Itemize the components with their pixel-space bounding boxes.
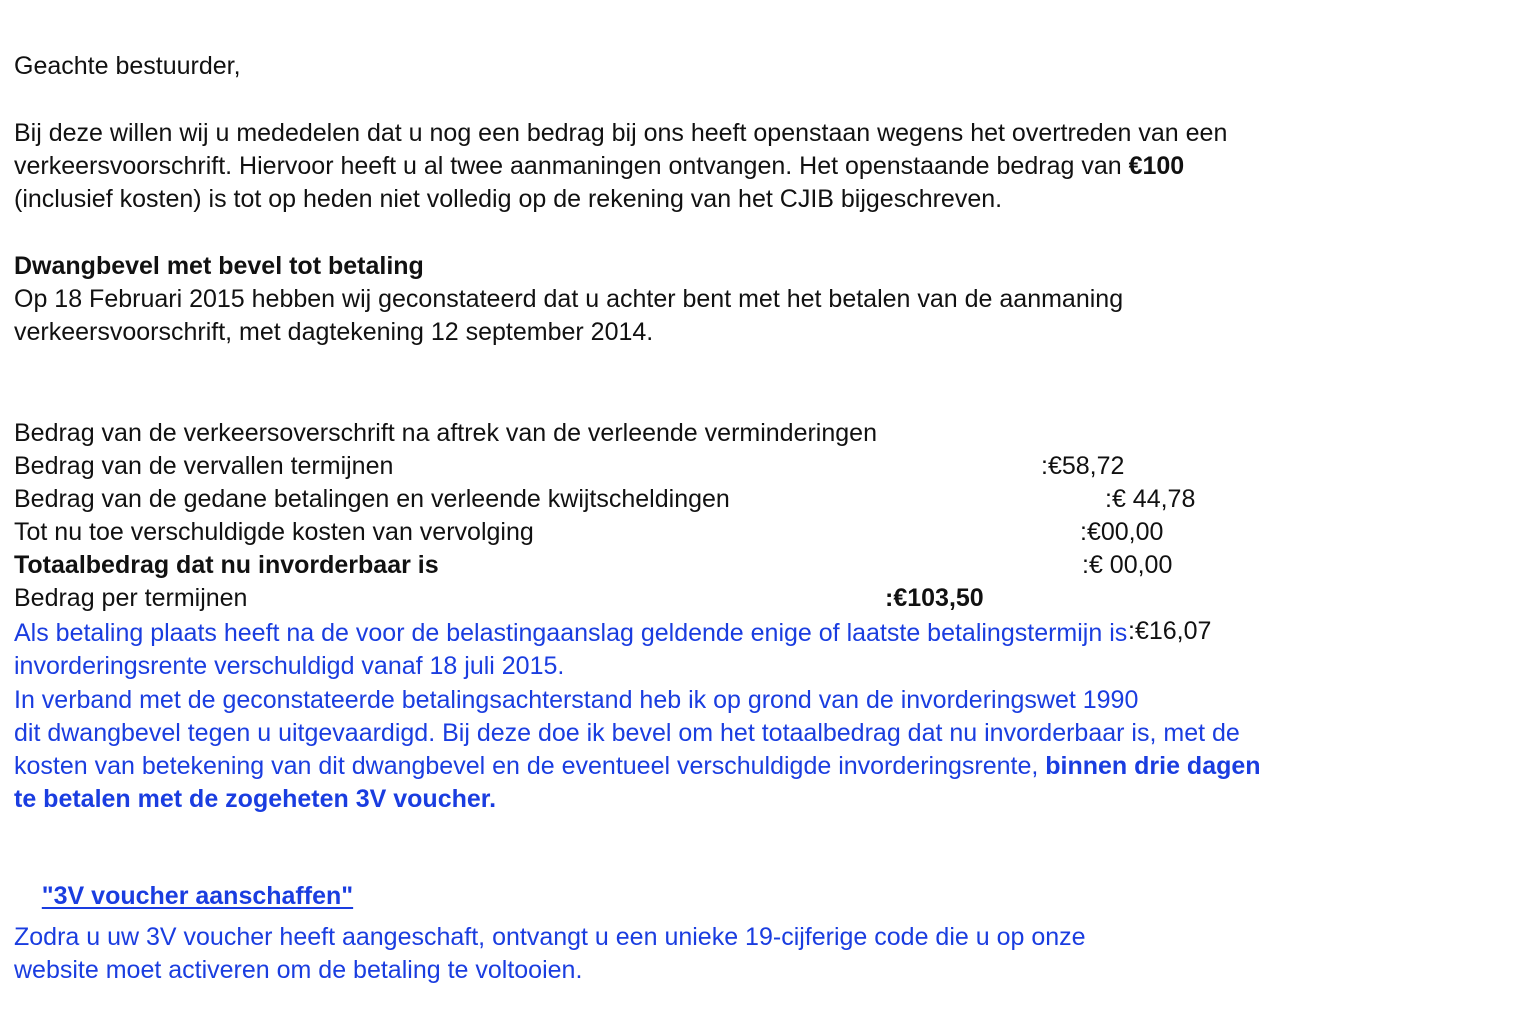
amount-label: Bedrag per termijnen [14, 584, 248, 612]
amount-value: :€00,00 [1080, 518, 1164, 546]
amount-value: :€58,72 [1041, 452, 1125, 480]
amount-value: :€ 00,00 [1082, 551, 1173, 579]
intro-line-3: (inclusief kosten) is tot op heden niet volledig op de rekening van het CJIB bijgeschreven. [14, 185, 1003, 213]
section-line-1: Op 18 Februari 2015 hebben wij geconstateerd dat u achter bent met het betalen van de aanmaning [14, 285, 1124, 313]
notice-line-5-text: kosten van betekening van dit dwangbevel en de eventueel verschuldigde invorderingsrente, [14, 752, 1046, 780]
amount-label: Tot nu toe verschuldigde kosten van vervolging [14, 518, 534, 546]
closing-line-2: website moet activeren om de betaling te voltooien. [14, 956, 583, 984]
notice-line-1: Als betaling plaats heeft na de voor de belastingaanslag geldende enige of laatste betalingstermijn is [14, 619, 1128, 647]
amount-value: :€103,50 [885, 584, 984, 612]
voucher-purchase-link[interactable]: "3V voucher aanschaffen" [41, 882, 354, 910]
notice-line-3: In verband met de geconstateerde betalingsachterstand heb ik op grond van de invorderingswet 1990 [14, 686, 1139, 714]
amount-label: Bedrag van de gedane betalingen en verleende kwijtscheldingen [14, 485, 730, 513]
amount-value: :€ 44,78 [1105, 485, 1196, 513]
link-row [14, 847, 354, 910]
notice-line-6: te betalen met de zogeheten 3V voucher. [14, 785, 497, 813]
amount-label: Bedrag van de verkeersoverschrift na aftrek van de verleende verminderingen [14, 419, 877, 447]
intro-line-2 [14, 150, 1184, 183]
section-heading: Dwangbevel met bevel tot betaling [14, 252, 424, 280]
closing-line-1: Zodra u uw 3V voucher heeft aangeschaft, ontvangt u een unieke 19-cijferige code die u op onze [14, 923, 1086, 951]
intro-line-2-text: verkeersvoorschrift. Hiervoor heeft u al twee aanmaningen ontvangen. Het openstaande bedrag van [14, 152, 1129, 180]
section-line-2: verkeersvoorschrift, met dagtekening 12 september 2014. [14, 318, 654, 346]
greeting: Geachte bestuurder, [14, 52, 241, 80]
amount-value: :€16,07 [1128, 617, 1212, 645]
open-amount: €100 [1128, 152, 1185, 180]
notice-line-4: dit dwangbevel tegen u uitgevaardigd. Bij deze doe ik bevel om het totaalbedrag dat nu invorderbaar is, met de [14, 719, 1240, 747]
notice-deadline: binnen drie dagen [1045, 752, 1261, 780]
notice-line-5 [14, 750, 1261, 783]
notice-line-2: invorderingsrente verschuldigd vanaf 18 juli 2015. [14, 652, 565, 680]
amount-label: Bedrag van de vervallen termijnen [14, 452, 394, 480]
amount-label: Totaalbedrag dat nu invorderbaar is [14, 551, 439, 579]
intro-line-1: Bij deze willen wij u mededelen dat u nog een bedrag bij ons heeft openstaan wegens het overtreden van een [14, 119, 1228, 147]
